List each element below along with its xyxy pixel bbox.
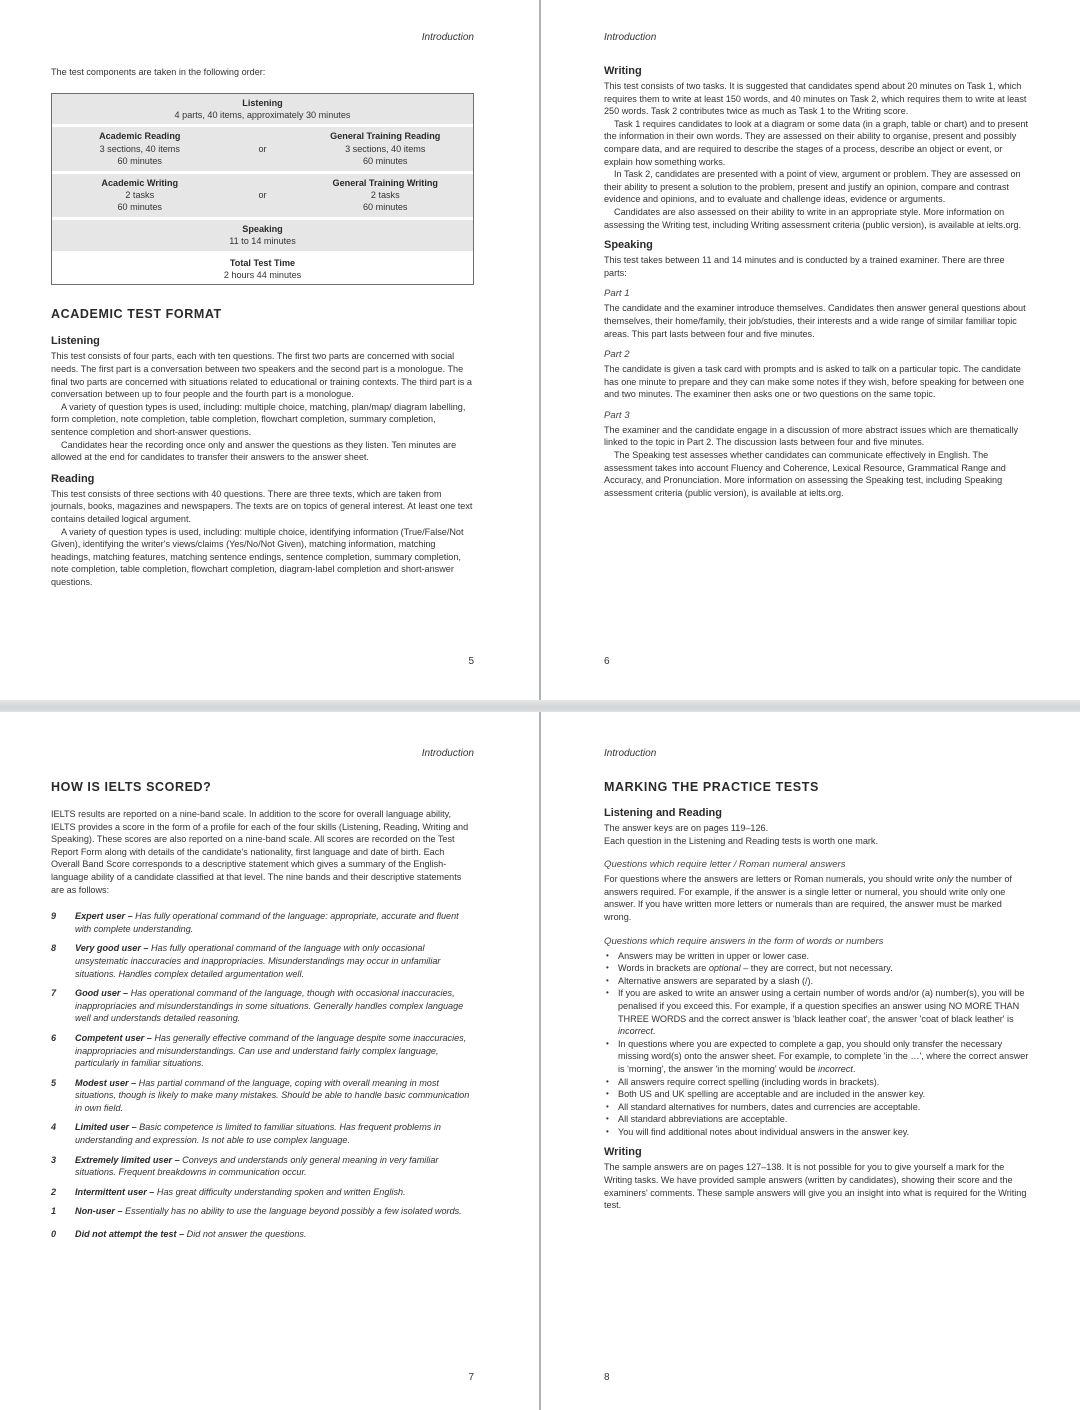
band-text: Has fully operational command of the language: appropriate, accurate and fluent with complete understanding.: [75, 911, 459, 934]
speaking-closing: The Speaking test assesses whether candidates can communicate effectively in English. The assessment takes into account Fluency and Coherence, Lexical Resource, Grammatical Range and Accuracy, and Pronunciation. More information on assessing the Speaking test, including Speaking assessment criteria (public version), is available at ielts.org.: [604, 450, 1006, 498]
page-7: [51, 712, 474, 1410]
word-answers-heading: Questions which require answers in the form of words or numbers: [604, 935, 884, 947]
band-item: [51, 1228, 474, 1241]
heading-listening: Listening: [51, 335, 100, 348]
heading-writing-marking: Writing: [604, 1146, 642, 1159]
emphasis: optional: [708, 963, 741, 974]
band-label: Good user –: [75, 988, 129, 999]
table-row-speaking: [52, 220, 473, 254]
band-description: [75, 1205, 462, 1218]
gt-writing-time: 60 minutes: [363, 202, 408, 213]
band-label: Competent user –: [75, 1032, 152, 1043]
band-description: [75, 1077, 474, 1115]
table-row-listening: [52, 94, 473, 128]
page-6: [604, 0, 1029, 700]
band-text: Has fully operational command of the language with only occasional unsystematic inaccuracies and inappropriacies. Misunderstandings may occur in unfamiliar situations. Handles complex detailed argumentation well.: [75, 943, 441, 979]
band-item: [51, 1032, 474, 1070]
list-item: [604, 962, 1029, 975]
band-label: Very good user –: [75, 943, 149, 954]
listening-detail: 4 parts, 40 items, approximately 30 minutes: [174, 110, 351, 120]
list-item: • All answers require correct spelling (including words in brackets).: [604, 1076, 1029, 1089]
band-description: [75, 1186, 406, 1199]
text: If you are asked to write an answer using a certain number of words and/or (a) number(s), you will be penalised if you exceed this. For example, if a question specifies an answer using NO MORE THAN THREE WORDS and the correct answer is 'black leather coat', the answer 'coat of black leather' is: [618, 988, 1025, 1024]
band-text: Conveys and understands only general meaning in very familiar situations. Frequent breakdowns in communication occur.: [75, 1154, 439, 1178]
band-number: 7: [51, 988, 57, 999]
reading-para-1: This test consists of three sections with 40 questions. There are three texts, which are taken from journals, books, magazines and newspapers. The texts are on topics of general interest. At least one text contains detailed logical argument.: [51, 488, 473, 524]
part-3-label: Part 3: [604, 409, 630, 421]
text: .: [852, 1063, 856, 1074]
page-number: 7: [468, 1372, 474, 1383]
components-intro: The test components are taken in the following order:: [51, 67, 266, 77]
list-item: • Alternative answers are separated by a slash (/).: [604, 975, 1029, 988]
heading-speaking: Speaking: [604, 239, 653, 252]
section-title-academic-format: ACADEMIC TEST FORMAT: [51, 307, 222, 322]
band-text: Has great difficulty understanding spoken and written English.: [154, 1186, 406, 1197]
speaking-detail: 11 to 14 minutes: [229, 236, 296, 247]
band-number: 1: [51, 1206, 57, 1217]
writing-marking-text: The sample answers are on pages 127–138. It is not possible for you to give yourself a mark for the Writing tasks. We have provided sample answers (written by candidates), showing their score and the examiners' comments. These sample answers will give you an insight into what is required for the Writing test.: [604, 1162, 1027, 1211]
running-head: Introduction: [421, 748, 474, 759]
page-number: 5: [468, 656, 474, 667]
listening-para-3: Candidates hear the recording once only and answer the questions as they listen. Ten minutes are allowed at the end for candidates to transfer their answers to the answer sheet.: [51, 439, 457, 463]
page-number: 8: [604, 1372, 610, 1383]
band-text: Has partial command of the language, coping with overall meaning in most situations, though is likely to make many mistakes. Should be able to handle basic communication in own field.: [75, 1077, 470, 1113]
band-description: [75, 1154, 474, 1179]
band-label: Non-user –: [75, 1206, 123, 1217]
band-item: [51, 1077, 474, 1115]
text: .: [652, 1026, 656, 1037]
band-text: Basic competence is limited to familiar situations. Has frequent problems in understanding and expression. Is not able to use complex language.: [75, 1122, 441, 1146]
writing-para-3: In Task 2, candidates are presented with a point of view, argument or problem. They are assessed on their ability to present a solution to the problem, present and justify an opinion, compare and contrast evidence and opinions, and to evaluate and challenge ideas, evidence or arguments.: [604, 169, 1021, 205]
gt-reading-items: 3 sections, 40 items: [345, 143, 426, 154]
gt-writing-cell: [298, 177, 474, 214]
academic-writing-title: Academic Writing: [101, 177, 179, 188]
gt-reading-cell: [298, 130, 474, 167]
scoring-intro: IELTS results are reported on a nine-band scale. In addition to the score for overall language ability, IELTS provides a score in the form of a profile for each of the four skills (Listening, Reading, Writing and Speaking). These scores are also reported on a nine-band scale. All scores are recorded on the Test Report Form along with details of the candidate's nationality, first language and date of birth. Each Overall Band Score corresponds to a descriptive statement which gives a summary of the English-language ability of a candidate classified at that level. The nine bands and their descriptive statements are as follows:: [51, 809, 469, 895]
page-number: 6: [604, 656, 610, 667]
band-description: [75, 1228, 306, 1241]
test-components-table: [51, 93, 474, 286]
band-label: Modest user –: [75, 1077, 137, 1088]
part-2-label: Part 2: [604, 349, 630, 361]
band-item: [51, 1186, 474, 1199]
reading-para-2: A variety of question types is used, including: multiple choice, identifying information (True/False/Not Given), identifying the writer's views/claims (Yes/No/Not Given), matching information, matching headings, matching features, matching sentence endings, sentence completion, summary completion, note completion, table completion, flowchart completion, diagram-label completion and short-answer questions.: [51, 526, 464, 587]
band-item: [51, 1121, 474, 1146]
writing-para-4: Candidates are also assessed on their ability to write in an appropriate style. More information on assessing the Writing test, including Writing assessment criteria (public version), is available at ielts.org.: [604, 206, 1022, 230]
gt-reading-title: General Training Reading: [330, 131, 441, 142]
band-item: [51, 942, 474, 980]
list-item: • Answers may be written in upper or lower case.: [604, 950, 1029, 963]
table-row-reading: [52, 127, 473, 173]
heading-listening-reading: Listening and Reading: [604, 807, 722, 819]
emphasis: only: [936, 874, 954, 885]
running-head: Introduction: [604, 748, 657, 759]
part-1-text: The candidate and the examiner introduce themselves. Candidates then answer general questions about themselves, their home/family, their job/studies, their interests and a wide range of similar familiar topic areas. This part lasts between four and five minutes.: [604, 303, 1026, 339]
book-spine-divider: [539, 712, 541, 1410]
band-number: 2: [51, 1186, 57, 1197]
band-score-list: [51, 910, 474, 1240]
text: For questions where the answers are letters or Roman numerals, you should write: [604, 874, 937, 885]
band-label: Intermittent user –: [75, 1186, 155, 1197]
gt-reading-time: 60 minutes: [363, 156, 408, 167]
letter-answers-heading: Questions which require letter / Roman numeral answers: [604, 859, 846, 871]
letter-answers-text: [604, 873, 1029, 923]
band-number: 9: [51, 911, 57, 922]
band-description: [75, 987, 474, 1025]
total-title: Total Test Time: [229, 257, 296, 268]
band-description: [75, 942, 474, 980]
listening-para-1: This test consists of four parts, each with ten questions. The first two parts are concerned with social needs. The first part is a conversation between two speakers and the second part is a monologue. The final two parts are concerned with situations related to educational or training contexts. The third part is a conversation between up to four people and the fourth part is a monologue.: [51, 351, 472, 400]
band-item: [51, 910, 474, 935]
table-row-total: [52, 254, 473, 285]
page-5: [51, 0, 474, 700]
academic-reading-time: 60 minutes: [117, 156, 162, 167]
band-item: [51, 1205, 474, 1218]
text: the number of answers required. For example, if the answer is a single letter or numeral, you should write only one answer. If you have written more letters or numerals than are required, the answer must be marked wrong.: [604, 874, 1012, 922]
band-label: Extremely limited user –: [75, 1154, 180, 1165]
part-3-text: The examiner and the candidate engage in a discussion of more abstract issues which are thematically linked to the topic in Part 2. The discussion lasts between four and five minutes.: [604, 424, 1018, 448]
text: Words in brackets are: [618, 963, 709, 974]
band-item: [51, 987, 474, 1025]
total-detail: 2 hours 44 minutes: [223, 270, 302, 281]
academic-writing-tasks: 2 tasks: [125, 190, 155, 201]
listening-para-2: A variety of question types is used, including: multiple choice, matching, plan/map/ diagram labelling, form completion, note completion, table completion, flowchart completion, summary completion, sentence completion and short-answer questions.: [51, 401, 466, 438]
band-text: Has generally effective command of the language despite some inaccuracies, inappropriacies and misunderstandings. Can use and understand fairly complex language, particularly in familiar situations.: [75, 1032, 467, 1069]
band-number: 6: [51, 1032, 57, 1043]
list-item: • Both US and UK spelling are acceptable and are included in the answer key.: [604, 1088, 1029, 1101]
academic-reading-title: Academic Reading: [99, 131, 181, 142]
band-description: [75, 910, 474, 935]
gt-writing-tasks: 2 tasks: [370, 190, 400, 201]
heading-writing: Writing: [604, 65, 642, 77]
part-2-text: The candidate is given a task card with prompts and is asked to talk on a particular topic. The candidate has one minute to prepare and they can make some notes if they wish, before speaking for between one and two minutes. The examiner then asks one or two questions on the same topic.: [604, 364, 1025, 400]
section-title-marking: MARKING THE PRACTICE TESTS: [604, 780, 819, 794]
speaking-intro: This test takes between 11 and 14 minutes and is conducted by a trained examiner. There are three parts:: [604, 255, 1005, 278]
table-row-writing: [52, 174, 473, 220]
part-1-label: Part 1: [604, 288, 630, 300]
one-mark-note: Each question in the Listening and Reading tests is worth one mark.: [604, 835, 878, 846]
band-label: Expert user –: [75, 911, 133, 922]
answer-keys-pages: The answer keys are on pages 119–126.: [604, 823, 769, 833]
writing-para-1: This test consists of two tasks. It is suggested that candidates spend about 20 minutes on Task 1, which requires them to write at least 150 words, and 40 minutes on Task 2, which requires them to write at least 250 words. Task 2 contributes twice as much as Task 1 to the Writing score.: [604, 81, 1027, 117]
list-item: • All standard abbreviations are acceptable.: [604, 1113, 1029, 1126]
listening-title: Listening: [242, 97, 283, 108]
academic-reading-items: 3 sections, 40 items: [99, 143, 180, 154]
or-label: or: [258, 143, 267, 154]
band-label: Did not attempt the test –: [75, 1229, 185, 1240]
text: – they are correct, but not necessary.: [740, 963, 893, 974]
band-description: [75, 1121, 474, 1146]
band-description: [75, 1032, 474, 1070]
gt-writing-title: General Training Writing: [332, 177, 438, 188]
band-text: Has operational command of the language, though with occasional inaccuracies, inappropriacies and misunderstandings in some situations. Generally handles complex language well and understands detailed reasoning.: [75, 988, 464, 1024]
band-text: Essentially has no ability to use the language beyond possibly a few isolated words.: [122, 1206, 462, 1217]
list-item: [604, 987, 1029, 1037]
band-number: 0: [51, 1229, 57, 1240]
band-number: 4: [51, 1122, 57, 1133]
band-number: 3: [51, 1154, 57, 1165]
band-text: Did not answer the questions.: [184, 1229, 307, 1240]
band-label: Limited user –: [75, 1122, 137, 1133]
band-item: [51, 1154, 474, 1179]
writing-para-2: Task 1 requires candidates to look at a diagram or some data (in a graph, table or chart) and to present the information in their own words. They are assessed on their ability to organise, present and possibly compare data, and are required to describe the stages of a process, describe an object or event, or explain how something works.: [604, 118, 1028, 167]
running-head: Introduction: [604, 32, 657, 43]
band-number: 5: [51, 1077, 57, 1088]
band-number: 8: [51, 943, 57, 954]
academic-writing-time: 60 minutes: [117, 202, 162, 213]
list-item: • All standard alternatives for numbers, dates and currencies are acceptable.: [604, 1101, 1029, 1114]
word-answers-list: [604, 950, 1029, 1139]
speaking-title: Speaking: [242, 223, 283, 234]
academic-reading-cell: [52, 130, 228, 167]
list-item: [604, 1038, 1029, 1076]
running-head: Introduction: [421, 32, 474, 43]
text: In questions where you are expected to complete a gap, you should only transfer the necessary missing word(s) onto the answer sheet. For example, to complete 'in the …', where the correct answer is 'morning', the answer 'in the morning' would be: [618, 1038, 1029, 1074]
emphasis: incorrect: [618, 1026, 653, 1037]
academic-writing-cell: [52, 177, 228, 214]
or-label: or: [258, 190, 267, 201]
section-title-scoring: HOW IS IELTS SCORED?: [51, 780, 212, 794]
book-spine-divider: [539, 0, 541, 700]
page-8: [604, 712, 1029, 1410]
list-item: • You will find additional notes about individual answers in the answer key.: [604, 1126, 1029, 1139]
heading-reading: Reading: [51, 472, 95, 485]
emphasis: incorrect: [818, 1063, 853, 1074]
